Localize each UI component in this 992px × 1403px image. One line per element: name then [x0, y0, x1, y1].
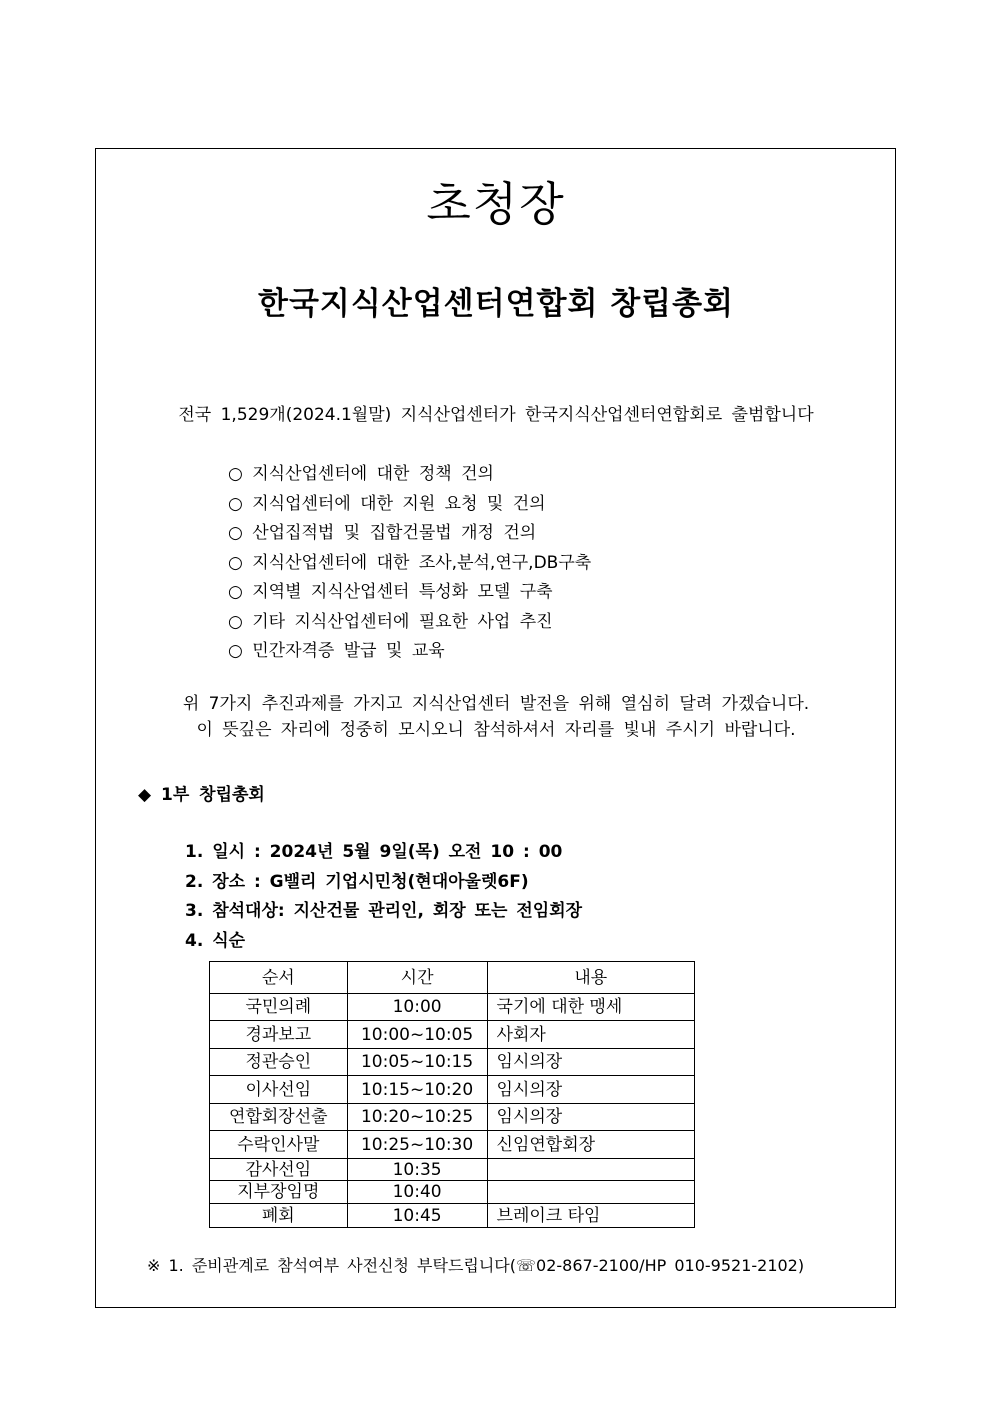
section-heading: ◆ 1부 창립총회 [138, 785, 265, 805]
event-details [185, 840, 582, 958]
page-title: 초청장 [426, 177, 566, 231]
table-cell: 10:05~10:15 [347, 1049, 487, 1076]
footnote: ※ 1. 준비관계로 참석여부 사전신청 부탁드립니다(☏02-867-2100/HP 010-9521-2102) [147, 1256, 805, 1275]
goal-item: ○ 민간자격증 발급 및 교육 [228, 641, 445, 661]
goal-item: ○ 산업집적법 및 집합건물법 개정 건의 [228, 523, 537, 543]
table-row [210, 1204, 695, 1228]
goal-item: ○ 기타 지식산업센터에 필요한 사업 추진 [228, 611, 553, 632]
table-cell: 10:35 [347, 1159, 487, 1181]
table-cell [487, 1181, 694, 1204]
closing-line: 이 뜻깊은 자리에 정중히 모시오니 참석하셔서 자리를 빛내 주시기 바랍니다. [196, 720, 796, 740]
table-row [210, 1131, 695, 1159]
table-cell: 10:20~10:25 [347, 1104, 487, 1131]
column-header: 내용 [487, 962, 694, 994]
column-header: 순서 [210, 962, 348, 994]
event-title: 한국지식산업센터연합회 창립총회 [258, 286, 734, 322]
detail-program: 4. 식순 [185, 930, 246, 951]
table-cell: 수락인사말 [210, 1131, 348, 1159]
table-cell: 10:40 [347, 1181, 487, 1204]
table-cell: 10:00 [347, 994, 487, 1021]
table-cell: 임시의장 [487, 1076, 694, 1104]
table-cell: 신임연합회장 [487, 1131, 694, 1159]
table-row [210, 1181, 695, 1204]
table-cell: 국민의례 [210, 994, 348, 1021]
table-cell: 국기에 대한 맹세 [487, 994, 694, 1021]
table-row [210, 1049, 695, 1076]
table-cell: 감사선임 [210, 1159, 348, 1181]
table-row [210, 1104, 695, 1131]
table-row [210, 994, 695, 1021]
intro-text: 전국 1,529개(2024.1월말) 지식산업센터가 한국지식산업센터연합회로 출범합니다 [178, 405, 814, 425]
table-row [210, 1159, 695, 1181]
closing-text [0, 691, 992, 743]
table-cell: 10:00~10:05 [347, 1021, 487, 1049]
table-cell: 10:15~10:20 [347, 1076, 487, 1104]
goal-item: ○ 지식산업센터에 대한 정책 건의 [228, 464, 494, 484]
table-cell: 10:45 [347, 1204, 487, 1228]
goal-item: ○ 지역별 지식산업센터 특성화 모델 구축 [228, 582, 553, 602]
table-cell: 경과보고 [210, 1021, 348, 1049]
closing-line: 위 7가지 추진과제를 가지고 지식산업센터 발전을 위해 열심히 달려 가겠습니다. [182, 694, 810, 714]
table-cell: 폐회 [210, 1204, 348, 1228]
table-cell: 10:25~10:30 [347, 1131, 487, 1159]
table-cell: 사회자 [487, 1021, 694, 1049]
table-cell: 지부장임명 [210, 1181, 348, 1204]
table-row [210, 1076, 695, 1104]
goals-list [228, 462, 591, 669]
table-cell [487, 1159, 694, 1181]
table-cell: 브레이크 타임 [487, 1204, 694, 1228]
goal-item: ○ 지식업센터에 대한 지원 요청 및 건의 [228, 493, 546, 514]
table-header-row [210, 962, 695, 994]
table-row [210, 1021, 695, 1049]
table-cell: 이사선임 [210, 1076, 348, 1104]
detail-date: 1. 일시 : 2024년 5월 9일(목) 오전 10 : 00 [185, 842, 563, 862]
goal-item: ○ 지식산업센터에 대한 조사,분석,연구,DB구축 [228, 552, 592, 573]
schedule-table [209, 961, 695, 1228]
table-cell: 정관승인 [210, 1049, 348, 1076]
column-header: 시간 [347, 962, 487, 994]
table-cell: 임시의장 [487, 1104, 694, 1131]
detail-attendees: 3. 참석대상: 지산건물 관리인, 회장 또는 전임회장 [185, 901, 583, 921]
detail-venue: 2. 장소 : G밸리 기업시민청(현대아울렛6F) [185, 871, 529, 892]
table-cell: 연합회장선출 [210, 1104, 348, 1131]
table-cell: 임시의장 [487, 1049, 694, 1076]
